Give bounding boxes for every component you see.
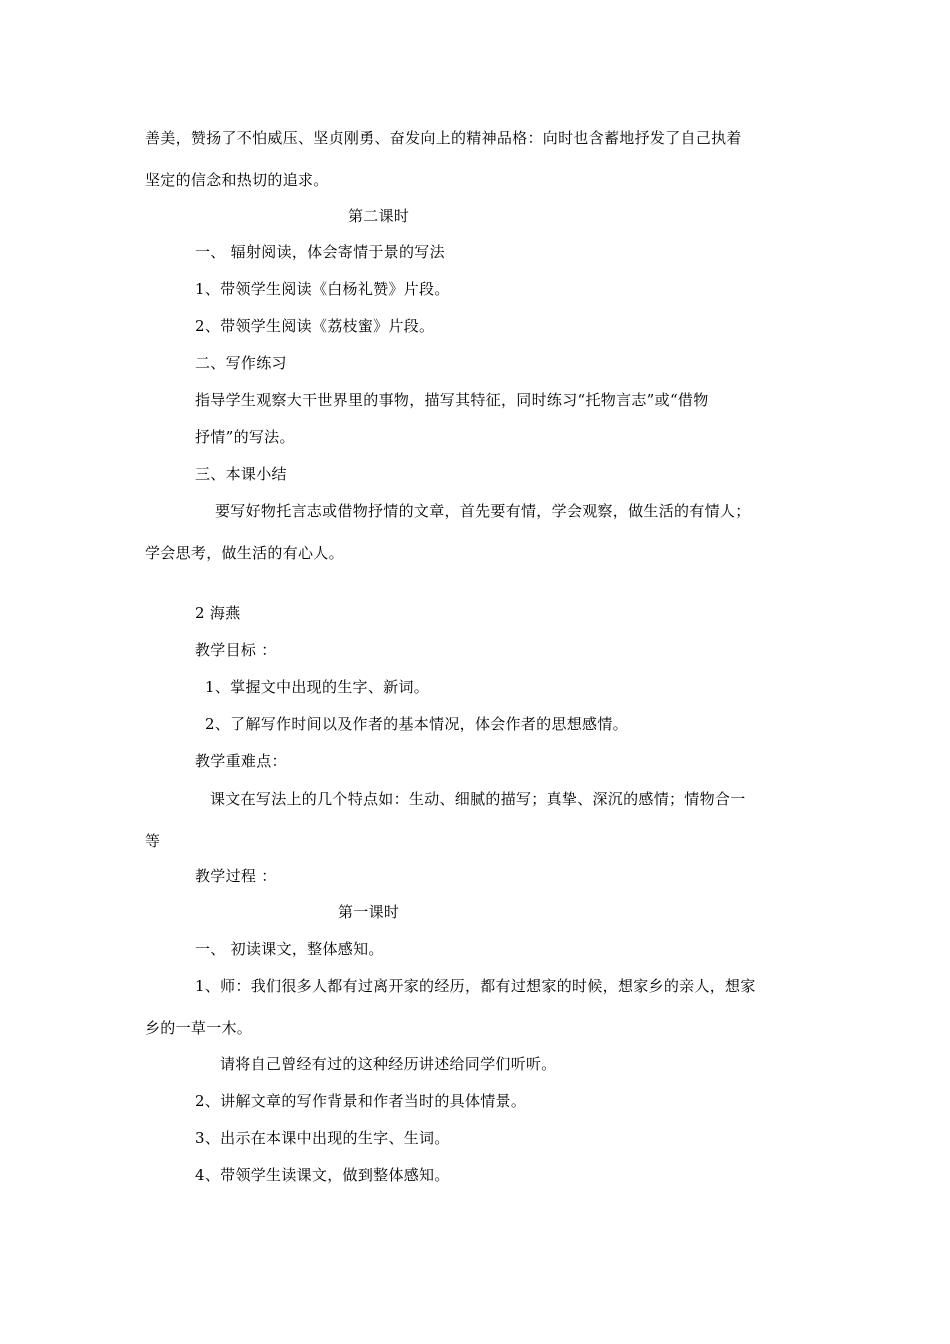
paragraph-line: 抒情”的写法。: [195, 428, 295, 446]
paragraph-line: 学会思考，做生活的有心人。: [145, 544, 344, 562]
paragraph-line: 2、讲解文章的写作背景和作者当时的具体情景。: [195, 1092, 527, 1110]
paragraph-line: 教学目标 ：: [195, 641, 277, 659]
section-heading: 第二课时: [348, 207, 410, 225]
paragraph-line: 2、了解写作时间以及作者的基本情况，体会作者的思想感情。: [205, 715, 628, 733]
paragraph-line: 指导学生观察大干世界里的事物，描写其特征，同时练习“托物言志”或“借物: [195, 391, 709, 409]
paragraph-line: 善美，赞扬了不怕威压、坚贞刚勇、奋发向上的精神品格：向时也含蓄地抒发了自己执着: [145, 129, 742, 147]
paragraph-line: 乡的一草一木。: [145, 1019, 253, 1037]
paragraph-line: 1、带领学生阅读《白杨礼赞》片段。: [195, 280, 450, 298]
paragraph-line: 坚定的信念和热切的追求。: [145, 171, 329, 189]
paragraph-line: 等: [145, 832, 161, 850]
paragraph-line: 1、师：我们很多人都有过离开家的经历，都有过想家的时候，想家乡的亲人，想家: [195, 977, 756, 995]
paragraph-line: 要写好物托言志或借物抒情的文章，首先要有情，学会观察，做生活的有情人；: [215, 502, 751, 520]
section-heading: 第一课时: [338, 903, 400, 921]
paragraph-line: 教学过程 ：: [195, 867, 277, 885]
paragraph-line: 2、带领学生阅读《荔枝蜜》片段。: [195, 317, 435, 335]
paragraph-line: 教学重难点：: [195, 752, 287, 770]
paragraph-line: 课文在写法上的几个特点如：生动、细腻的描写；真挚、深沉的感情；情物合一: [210, 790, 746, 808]
paragraph-line: 1、掌握文中出现的生字、新词。: [205, 678, 430, 696]
paragraph-line: 三、本课小结: [195, 465, 287, 483]
paragraph-line: 3、出示在本课中出现的生字、生词。: [195, 1129, 450, 1147]
paragraph-line: 请将自己曾经有过的这种经历讲述给同学们听听。: [220, 1055, 557, 1073]
paragraph-line: 二、写作练习: [195, 354, 287, 372]
paragraph-line: 一、 辐射阅读，体会寄情于景的写法: [195, 243, 445, 261]
paragraph-line: 一、 初读课文，整体感知。: [195, 940, 384, 958]
paragraph-line: 4、带领学生读课文，做到整体感知。: [195, 1166, 450, 1184]
lesson-title: 2 海燕: [195, 604, 241, 622]
